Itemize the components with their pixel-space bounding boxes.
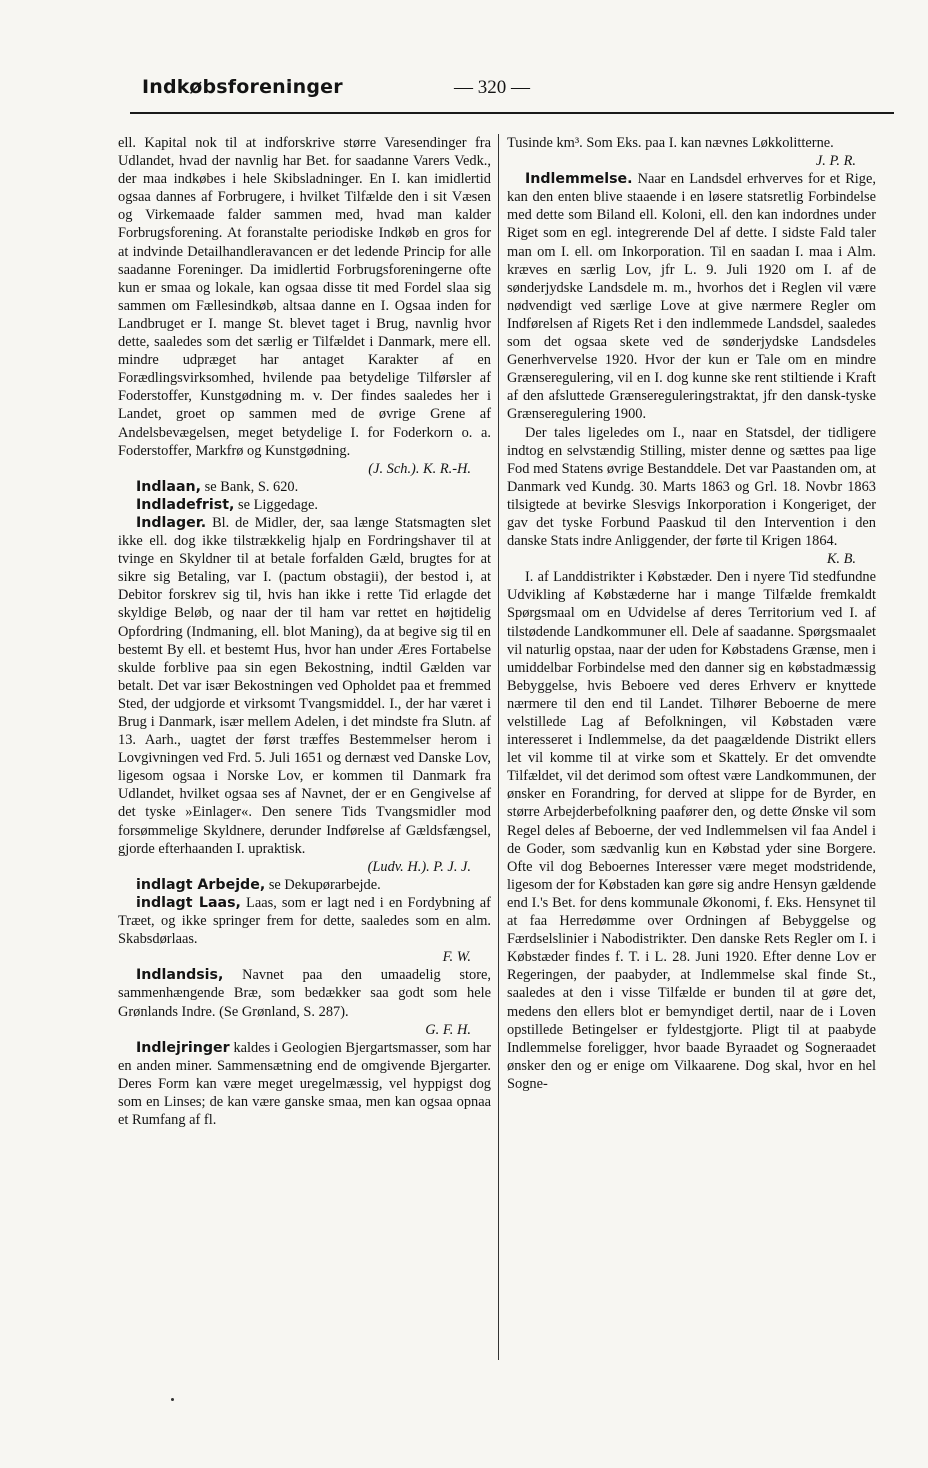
- header-rule: [130, 112, 894, 114]
- entry-paragraph: [118, 134, 491, 478]
- entry-signature: G. F. H.: [425, 1021, 471, 1038]
- entry-headword: Indlandsis,: [136, 967, 224, 984]
- entry-signature: K. B.: [826, 551, 856, 568]
- entry-paragraph: [118, 894, 491, 966]
- entry-text: se Liggedage.: [238, 496, 318, 513]
- entry-paragraph: [507, 424, 876, 569]
- entry-paragraph: [118, 496, 491, 514]
- entry-paragraph: [118, 876, 491, 894]
- entry-signature: (Ludv. H.). P. J. J.: [367, 858, 471, 875]
- entry-text: Der tales ligeledes om I., naar en Statsdel, der tidligere indtog en selvstændig Stilling, mister denne og sættes paa lige Fod med Statens øvrige Bestanddele. Det var Paastanden om, at Danmark ved Kundg. 30. Marts 1863 og Grl. 18. Novbr 1863 tilsigtede at bevirke Slesvigs Inkorporation i Kongeriget, der gav det tyske Forbund Paaskud til den Intervention i den danske Stats indre Anliggender, der førte til Krigen 1864.: [507, 424, 876, 550]
- entry-text: se Dekupørarbejde.: [268, 876, 381, 893]
- entry-signature: F. W.: [442, 949, 471, 966]
- entry-paragraph: [507, 170, 876, 423]
- entry-paragraph: [507, 134, 876, 170]
- entry-signature: J. P. R.: [815, 153, 856, 170]
- right-column: [507, 134, 876, 1093]
- entry-paragraph: [118, 1039, 491, 1129]
- entry-text: Laas, som er lagt ned i en Fordybning af Træet, og ikke springer frem for dette, saaledes som en alm. Skabsdørlaas.: [118, 894, 491, 948]
- entry-headword: Indlemmelse.: [525, 171, 633, 188]
- entry-text: Tusinde km³. Som Eks. paa I. kan nævnes Løkkolitterne.: [507, 135, 834, 151]
- entry-headword: indlagt Laas,: [136, 894, 241, 911]
- page-header: [142, 76, 802, 112]
- entry-text: I. af Landdistrikter i Købstæder. Den i nyere Tid stedfundne Udvikling af Købstæderne har i mange Tilfælde fremkaldt Spørgsmaal om en Udvidelse af deres Territorium ved I. af tilstødende Landkommuner ell. Dele af saadanne. Spørgsmaalet vil naturlig opstaa, naar der uden for Købstadens Grænse, men i umiddelbar Forbindelse med den danner sig en købstadmæssig Bebyggelse, hvis Beboere ved deres Erhverv er knyttede nærmere til den end til Landet. Tilhører Beboerne de mere velstillede Lag af Befolkningen, vil Købstaden være interesseret i Indlemmelse, da det paagældende Distrikt ellers let vil komme til at virke som et Skattely. Er det omvendte Tilfældet, vil det derimod som oftest være Landkommunen, der ønsker en Forandring, for derved at slippe for de Byrder, en større Arbejderbefolkning paafører den, og dette Ønske vil som Regel deles af Beboerne, der ved Indlemmelsen vil faa Andel i de Goder, som sædvanlig kun en Købstad yder sine Borgere. Ofte vil dog Beboernes Interesser være meget modstridende, ligesom der for Købstaden kan gøre sig andre Hensyn gældende end I.'s Bet. for dens kommunale Økonomi, f. Eks. Hensynet til at faa Herredømme over Ordningen af Bebyggelse og Færdselslinier i Nabodistrikter. Den danske Rets Regler om I. i Købstæder findes f. T. i L. 28. Juni 1920. Efter denne Lov er Regeringen, der paabyder, at Indlemmelse skal finde St., saaledes at den i visse Tilfælde er bunden til at gøre det, medens den ellers blot er bemyndiget dertil, naar de i Loven opstillede Betingelser er fyldestgjorte. Pligt til at paabyde Indlemmelse foreligger, hvor baade Byraadet og Sogneraadet ønsker den og er enige om Vilkaarene. Dog skal, hvor en hel Sogne-: [507, 569, 876, 1092]
- entry-headword: Indlaan,: [136, 478, 202, 495]
- entry-text: Navnet paa den umaadelig store, sammenhængende Bræ, som bedækker saa godt som hele Grønlands Indre. (Se Grønland, S. 287).: [118, 967, 491, 1020]
- entry-text: ell. Kapital nok til at indforskrive større Varesendinger fra Udlandet, hvad der navnlig har Bet. for saadanne Varers Vedk., der maa indkøbes i hele Skibsladninger. En I. kan imidlertid ogsaa dannes af Forbrugere, i hvilket Tilfælde den i sit Væsen og Virkemaade falder sammen med, hvad man kalder Forbrugsforening. At foranstalte periodiske Indkøb en gros for at indvinde Detailhandleravancen er det ledende Princip for alle saadanne Foreninger. Da imidlertid Forbrugsforeningerne ofte kun er smaa og lokale, kan ogsaa disse tit med Fordel slaa sig sammen om Fællesindkøb, altsaa danne en I. Ogsaa inden for Landbruget er I. mange St. blevet taget i Brug, navnlig hvor dette, saaledes som det særlig er Tilfældet i Danmark, mere ell. mindre udpræget har antaget Karakter af en Forædlingsvirksomhed, hvilende paa betydelige Tilførsler af Foderstoffer, Kunstgødning m. v. Der findes saaledes her i Landet, groet op sammen med de øvrige Grene af Andelsbevægelsen, meget betydelige I. for Foderkorn o. a. Foderstoffer, Markfrø og Kunstgødning.: [118, 135, 491, 459]
- left-column: [118, 134, 491, 1129]
- entry-headword: indlagt Arbejde,: [136, 876, 266, 893]
- entry-text: Naar en Landsdel erhverves for et Rige, kan den enten blive staaende i en løsere statsretlig Forbindelse med dette som Biland ell. Koloni, ell. den kan indordnes under Riget som en egl. integrerende Del af dette. I sidste Fald taler man om I. ell. om Inkorporation. Til en saadan I. maa i Alm. kræves en særlig Lov, jfr L. 9. Juli 1920 om I. af de sønderjydske Landsdele m. m., hvorhos det i Reglen vil være nødvendigt ved særlige Love at give nærmere Regler om Indførelsen af Rigets Ret i den indlemmede Landsdel, saaledes som det ogsaa skete ved de sønderjydske Landsdeles Generhvervelse 1920. Hvor der kun er Tale om en mindre Grænseregulering, vil en I. dog kunne ske rent stiltiende i Kraft af den afsluttede Grænsereguleringstraktat, jfr den dansk-tyske Grænseregulering 1900.: [507, 171, 876, 423]
- running-head: Indkøbsforeninger: [142, 76, 343, 98]
- stray-mark: [171, 1398, 174, 1401]
- page-number: — 320 —: [454, 77, 530, 98]
- entry-paragraph: [118, 478, 491, 496]
- entry-headword: Indladefrist,: [136, 496, 235, 513]
- entry-text: Bl. de Midler, der, saa længe Statsmagten slet ikke ell. dog ikke tilstrækkelig hjalp en Fordringshaver til at tvinge en Skyldner til at betale forfalden Gæld, brugtes for at sikre sig Betaling, var I. (pactum obstagii), der bestod i, at Debitor forskrev sig til, hvis han ikke i rette Tid erlagde det skyldige Beløb, og naar der til ham var rettet en højtidelig Opfordring (Indmaning, ell. blot Maning), da at begive sig til en bestemt By ell. et bestemt Hus, hvor han under Æres Fortabelse skulde forblive paa sin egen Bekostning, indtil Gælden var betalt. Det var især Bekostningen ved Opholdet paa et fremmed Sted, der udgjorde et virksomt Tvangsmiddel. I., der har været i Brug i Danmark, især mellem Adelen, i det mindste fra Slutn. af 13. Aarh., uagtet der først træffes Bestemmelser herom i Lovgivningen ved Frd. 5. Juli 1651 og dernæst ved Danske Lov, ligesom ogsaa i Norske Lov, er kommen til Danmark fra Udlandet, hvilket ogsaa ses af Navnet, der er en Gengivelse af det tyske »Einlager«. Den senere Tids Tvangsmidler mod forsømmelige Skyldnere, derunder Indførelse af Gældsfængsel, gjorde efterhaanden I. upraktisk.: [118, 514, 491, 857]
- entry-paragraph: [118, 966, 491, 1038]
- entry-text: kaldes i Geologien Bjergartsmasser, som har en anden miner. Sammensætning end de omgivende Bjergarter. Deres Form kan være meget uregelmæssig, vel hyppigst dog som en Linses; de kan være ganske smaa, men kan ogsaa opnaa et Rumfang af fl.: [118, 1039, 491, 1129]
- entry-paragraph: [507, 568, 876, 1093]
- entry-signature: (J. Sch.). K. R.-H.: [368, 460, 471, 477]
- entry-text: se Bank, S. 620.: [204, 478, 299, 495]
- entry-headword: Indlejringer: [136, 1039, 230, 1056]
- entry-paragraph: [118, 514, 491, 876]
- column-divider: [498, 134, 499, 1360]
- entry-headword: Indlager.: [136, 514, 207, 531]
